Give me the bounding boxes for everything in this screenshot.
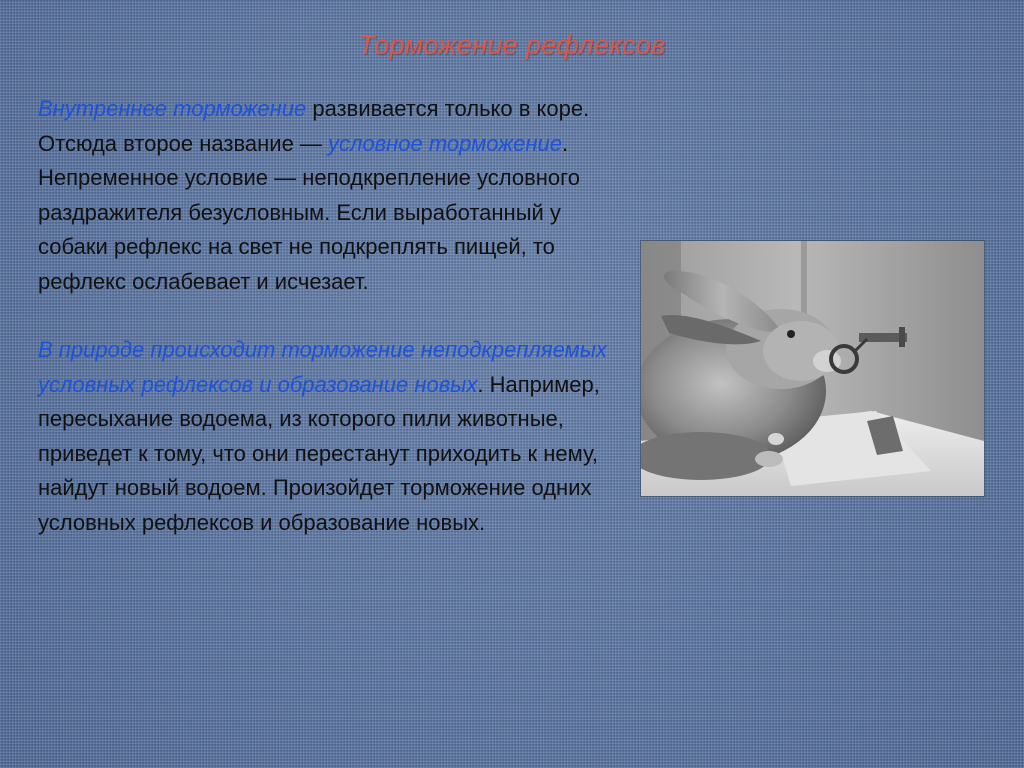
term-internal-inhibition: Внутреннее торможение — [38, 96, 307, 121]
term-conditioned-inhibition: условное торможение — [328, 130, 562, 156]
paragraph-text: . Непременное условие — неподкрепление условного раздражителя безусловным. Если выработанный у собаки рефлекс на свет не подкреплять пищей, то рефлекс ослабевает и исчезает. — [38, 130, 580, 294]
paragraph-text: развивается только в коре. Отсюда второе название — — [38, 96, 590, 156]
paragraph-text: . Например, пересыхание водоема, из которого пили животные, приведет к тому, что они перестанут приходить к нему, найдут новый водоем. Произойдет торможение одних условных рефлексов и образование новых. — [38, 371, 600, 535]
term-nature-inhibition: В природе происходит торможение неподкрепляемых условных рефлексов и образование новых — [38, 337, 607, 397]
rabbit-photo — [641, 241, 984, 496]
paragraph-internal-inhibition — [38, 92, 608, 299]
slide-body — [38, 92, 608, 540]
paragraph-nature-example — [38, 333, 608, 540]
rabbit-photo-icon — [641, 241, 984, 496]
slide-title: Торможение рефлексов — [358, 30, 666, 60]
